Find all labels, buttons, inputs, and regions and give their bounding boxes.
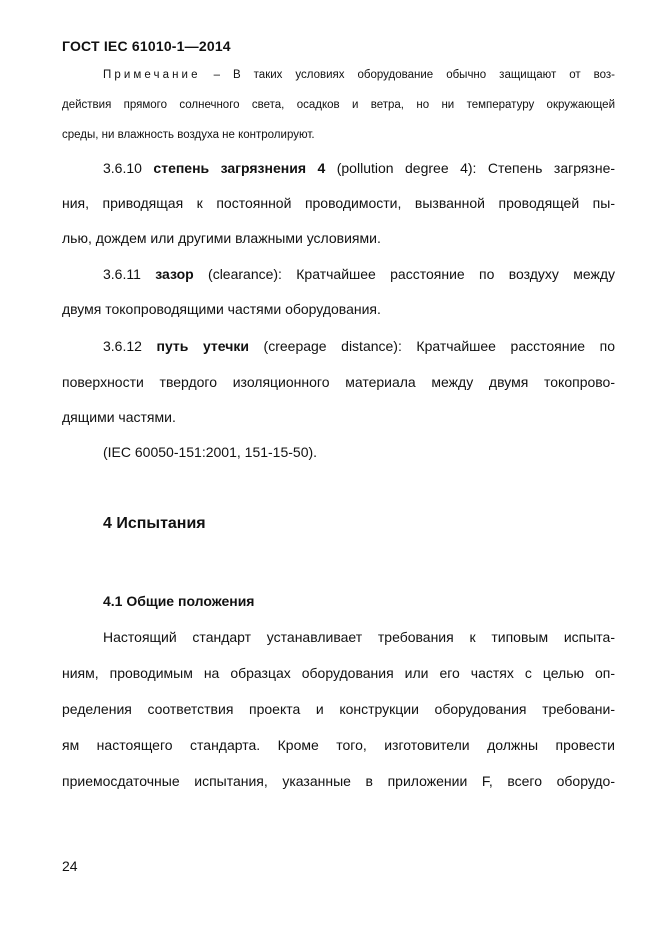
definition-3-6-12-line-3: дящими частями. (62, 409, 176, 425)
definition-3-6-10-line-2: ния, приводящая к постоянной проводимости, вызванной проводящей пы- (62, 195, 615, 211)
body-line-1: Настоящий стандарт устанавливает требования к типовым испыта- (103, 629, 615, 645)
document-header: ГОСТ IEC 61010-1—2014 (62, 38, 231, 54)
definition-3-6-11-line-1 (103, 266, 615, 283)
body-line-4: ям настоящего стандарта. Кроме того, изготовители должны провести (62, 737, 615, 753)
body-line-3: ределения соответствия проекта и конструкции оборудования требовани- (62, 701, 615, 717)
definition-3-6-11-line-2: двумя токопроводящими частями оборудования. (62, 301, 381, 317)
page-number: 24 (62, 858, 78, 874)
definition-text: (creepage distance): Кратчайшее расстояние по (263, 338, 616, 354)
note-line-1 (103, 68, 615, 82)
definition-3-6-12-line-1 (103, 338, 615, 355)
definition-3-6-12-line-2: поверхности твердого изоляционного материала между двумя токопрово- (62, 374, 615, 390)
clause-number: 3.6.12 (103, 338, 142, 354)
note-text-1: – В таких условиях оборудование обычно защищают от воз- (213, 69, 615, 81)
definition-text: (clearance): Кратчайшее расстояние по воздуху между (208, 266, 616, 282)
clause-number: 3.6.11 (103, 266, 141, 282)
note-line-2: действия прямого солнечного света, осадков и ветра, но ни температуру окружающей (62, 99, 615, 111)
note-label: Примечание (103, 69, 201, 81)
body-line-5: приемосдаточные испытания, указанные в приложении F, всего оборудо- (62, 773, 615, 789)
definition-reference: (IEC 60050-151:2001, 151-15-50). (103, 444, 318, 460)
definition-3-6-10-line-1 (103, 160, 615, 177)
defined-term: зазор (155, 266, 194, 282)
definition-3-6-10-line-3: лью, дождем или другими влажными условиями. (62, 230, 381, 246)
section-heading: 4.1 Общие положения (103, 593, 255, 609)
definition-text: (pollution degree 4): Степень загрязне- (336, 160, 616, 176)
chapter-heading: 4 Испытания (103, 515, 206, 532)
body-line-2: ниям, проводимым на образцах оборудования или его частях с целью оп- (62, 665, 615, 681)
defined-term: путь утечки (156, 338, 249, 354)
defined-term: степень загрязнения 4 (153, 160, 326, 176)
note-line-3: среды, ни влажность воздуха не контролируют. (62, 129, 315, 141)
clause-number: 3.6.10 (103, 160, 142, 176)
